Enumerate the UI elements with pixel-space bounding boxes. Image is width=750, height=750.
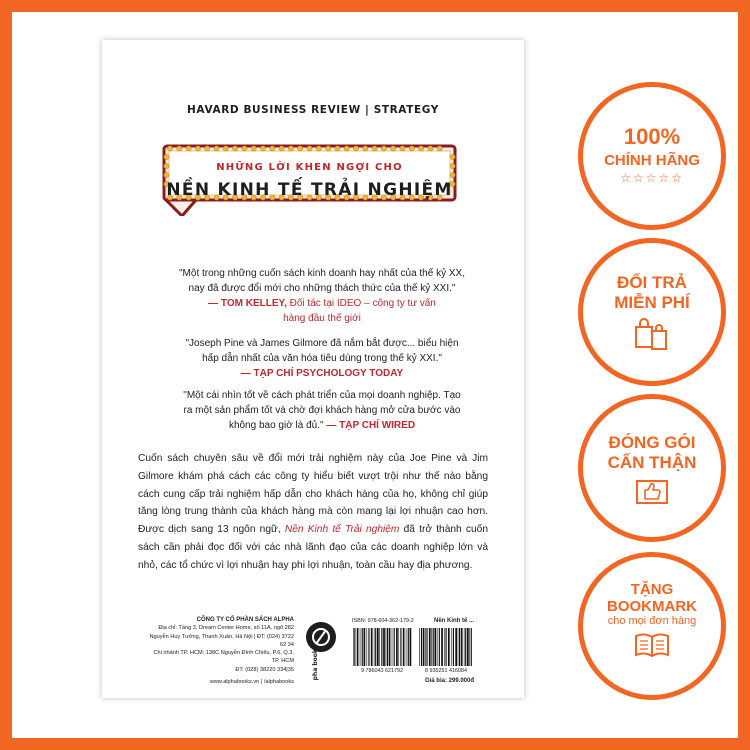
barcode-stripe [425, 628, 426, 666]
marquee-bulb [223, 146, 228, 151]
marquee-bulb [326, 146, 331, 151]
badge-careful-packing-line-2: CẨN THẬN [607, 453, 697, 472]
publisher-website: www.alphabooks.vn | /alphabooks [209, 679, 294, 686]
barcode-stripe [437, 628, 438, 666]
barcode-area [352, 618, 474, 688]
barcode-stripe [441, 628, 443, 666]
isbn-barcode [352, 628, 412, 668]
marquee-bulb [381, 146, 386, 151]
publisher-branch: Chi nhánh TP. HCM: 138C Nguyễn Đình Chiểu, P.6, Q.3, TP. HCM [153, 650, 294, 665]
marquee-bulb [270, 146, 275, 151]
barcode-title: Nền Kinh tế ... [433, 618, 474, 624]
marquee-bulb [437, 146, 442, 151]
product-barcode-number: 8 935251 416084 [425, 668, 467, 674]
quote-3-author: — TẠP CHÍ WIRED [326, 420, 416, 431]
barcode-stripe [469, 628, 470, 666]
barcode-stripe [383, 628, 385, 666]
marquee-bulb [177, 146, 182, 151]
barcode-stripe [426, 628, 427, 666]
barcode-stripe [362, 628, 363, 666]
marquee-bulb [164, 154, 169, 159]
publisher-address-1: Địa chỉ: Tầng 3, Dream Center Home, số 11A, ngõ 282 [158, 625, 294, 632]
badge-authentic [578, 82, 726, 230]
barcode-stripe [377, 628, 379, 666]
description-part-2: đã trở thành cuốn sách cần phải đọc đối với các nhà lãnh đạo của các doanh nghiệp lớn và nhỏ, các tổ chức vì lợi nhuận hay phi lợi nhuận, toàn cầu hay địa phương. [138, 524, 488, 571]
quote-1-author-role-line-2: hàng đầu thế giới [283, 313, 361, 324]
barcode-stripe [408, 628, 409, 666]
marquee-bulb [167, 146, 172, 151]
marquee-bulb [363, 146, 368, 151]
barcode-stripe [459, 628, 460, 666]
quote-2 [162, 336, 482, 381]
barcode-stripe [429, 628, 431, 666]
barcode-stripe [386, 628, 387, 666]
logo-lettering: alpha books [312, 645, 319, 680]
product-barcode [418, 628, 474, 668]
marquee-bulb [450, 154, 455, 159]
barcode-stripe [368, 628, 369, 666]
series-label: HAVARD BUSINESS REVIEW | STRATEGY [187, 104, 439, 116]
barcode-stripe [394, 628, 395, 666]
isbn-label: ISBN: 978-604-362-179-2 [352, 618, 414, 624]
marquee-bulb [195, 146, 200, 151]
quote-1-attribution-line [162, 296, 482, 311]
barcode-stripe [371, 628, 373, 666]
quote-3-line-3-text: không bao giờ là đủ." [228, 420, 324, 431]
barcode-stripe [471, 628, 472, 666]
badge-free-returns [578, 238, 726, 386]
barcode-stripe [398, 628, 399, 666]
marquee-bulb [428, 146, 433, 151]
marquee-bulb [316, 146, 321, 151]
barcode-stripe [464, 628, 465, 666]
publisher-address-2: Nguyễn Huy Tưởng, Thanh Xuân, Hà Nội | ĐT: (024) 3722 62 34 [149, 633, 294, 648]
marquee-bulb [372, 146, 377, 151]
quote-3 [162, 388, 482, 433]
quote-3-line-2: ra một sản phẩm tốt và chờ đợi khách hàng mở cửa bước vào [183, 405, 461, 416]
barcode-stripe [406, 628, 407, 666]
marquee-bulb [288, 146, 293, 151]
quote-1-line-1: "Một trong những cuốn sách kinh doanh hay nhất của thế kỷ XX, [179, 268, 465, 279]
marquee-bulb [409, 146, 414, 151]
quote-1-line-2: nay đã được đổi mới cho những thách thức của thế kỷ XXI." [188, 283, 456, 294]
barcode-stripe [455, 628, 457, 666]
marquee-bulb [353, 146, 358, 151]
marquee-bulb [233, 146, 238, 151]
barcode-stripe [444, 628, 445, 666]
barcode-stripe [403, 628, 405, 666]
barcode-stripe [387, 628, 388, 666]
barcode-stripe [381, 628, 382, 666]
badge-careful-packing-line-1: ĐÓNG GÓI [608, 433, 696, 452]
marquee-bulb [307, 146, 312, 151]
isbn-row [352, 618, 474, 624]
barcode-stripe [461, 628, 463, 666]
book-title: NỀN KINH TẾ TRẢI NGHIỆM [166, 180, 453, 200]
barcode-stripe [392, 628, 393, 666]
star-rating-icon: ☆☆☆☆☆ [620, 171, 684, 185]
barcode-stripe [434, 628, 436, 666]
barcode-stripe [467, 628, 469, 666]
barcode-stripe [451, 628, 452, 666]
barcode-stripe [423, 628, 425, 666]
badge-free-returns-line-2: MIỄN PHÍ [614, 293, 690, 312]
marquee-bulb [164, 172, 169, 177]
marquee-bulb [419, 146, 424, 151]
quote-1-author: — TOM KELLEY, [208, 298, 287, 309]
quote-2-author: — TẠP CHÍ PSYCHOLOGY TODAY [240, 368, 404, 379]
badge-authentic-percent: 100% [623, 124, 681, 149]
barcode-stripe [360, 628, 361, 666]
book-description [138, 450, 488, 575]
quote-3-line-3 [162, 418, 482, 433]
cover-price: Giá bìa: 299.000đ [424, 678, 474, 684]
badge-careful-packing [578, 394, 726, 542]
marquee-bulb [335, 146, 340, 151]
barcode-stripe [458, 628, 459, 666]
marquee-bulb [279, 146, 284, 151]
barcode-stripe [379, 628, 380, 666]
publisher-info [148, 616, 294, 686]
barcode-stripe [364, 628, 366, 666]
marquee-bulb [242, 146, 247, 151]
alpha-books-logo [304, 620, 338, 680]
quote-1 [162, 266, 482, 326]
badge-free-bookmark-note: cho mọi đơn hàng [607, 615, 697, 627]
marquee-bulb [205, 146, 210, 151]
barcode-stripe [439, 628, 440, 666]
barcode-stripe [431, 628, 432, 666]
barcode-stripe [396, 628, 398, 666]
isbn-barcode-number: 9 786043 621792 [361, 668, 403, 674]
barcode-stripe [357, 628, 359, 666]
quote-1-author-role: Đối tác tại IDEO – công ty tư vấn [289, 298, 436, 309]
barcode-stripe [448, 628, 450, 666]
badge-free-bookmark-line-2: BOOKMARK [607, 598, 697, 615]
marquee-bulb [391, 146, 396, 151]
barcode-stripe [400, 628, 401, 666]
marquee-bulb [450, 172, 455, 177]
barcode-stripe [453, 628, 454, 666]
marquee-bulb [400, 146, 405, 151]
quote-2-line-1: "Joseph Pine và James Gilmore đã nắm bắt được... biểu hiện [185, 338, 459, 349]
barcode-stripe [421, 628, 422, 666]
description-book-title: Nền Kinh tế Trải nghiệm [284, 524, 400, 536]
book-back-cover [102, 40, 524, 698]
marquee-bulb [251, 146, 256, 151]
barcode-stripe [389, 628, 391, 666]
badge-free-returns-line-1: ĐỔI TRẢ [617, 273, 687, 292]
marquee-bulb [260, 146, 265, 151]
barcode-stripe [354, 628, 355, 666]
publisher-phone: ĐT: (028) 38220 334|35 [235, 666, 294, 673]
alpha-books-logo-graphic [304, 620, 338, 680]
barcode-stripe [410, 628, 412, 666]
quote-3-line-1: "Một cái nhìn tốt về cách phát triển của mọi doanh nghiệp. Tạo [183, 390, 461, 401]
open-book-icon [634, 632, 670, 658]
barcode-stripe [419, 628, 420, 666]
barcode-stripe [433, 628, 434, 666]
marquee-bulb [214, 146, 219, 151]
badge-free-bookmark-line-1: TẶNG [630, 581, 674, 598]
thumbs-up-box-icon [635, 477, 669, 505]
publisher-name: CÔNG TY CỔ PHẦN SÁCH ALPHA [196, 617, 294, 623]
marquee-sign [162, 144, 457, 216]
description-part-1: Cuốn sách chuyên sâu về đổi mới trải nghiệm này của Joe Pine và Jim Gilmore khám phá cách các công ty hiểu biết vượt trội như thế nào bằng cách cung cấp trải nghiệm hấp dẫn cho khách hàng của họ, không chỉ giúp tăng lòng trung thành của khách hàng mà còn mang lại lợi nhuận cao hơn. Được dịch sang 13 ngôn ngữ, [138, 453, 488, 536]
badge-free-bookmark [578, 552, 726, 700]
barcode-stripe [367, 628, 368, 666]
quote-2-line-2: hấp dẫn nhất của văn hóa tiêu dùng trong thế kỷ XXI." [202, 353, 442, 364]
badge-authentic-label: CHÍNH HÃNG [604, 152, 700, 169]
barcode-stripe [446, 628, 447, 666]
barcode-stripe [353, 628, 354, 666]
shopping-bags-icon [632, 317, 672, 351]
barcode-stripe [465, 628, 466, 666]
marquee-bulb [186, 146, 191, 151]
barcode-stripe [375, 628, 376, 666]
marquee-bulb [298, 146, 303, 151]
marquee-bulb [344, 146, 349, 151]
barcode-stripe [374, 628, 375, 666]
praise-heading: NHỮNG LỜI KHEN NGỢI CHO [216, 162, 403, 173]
